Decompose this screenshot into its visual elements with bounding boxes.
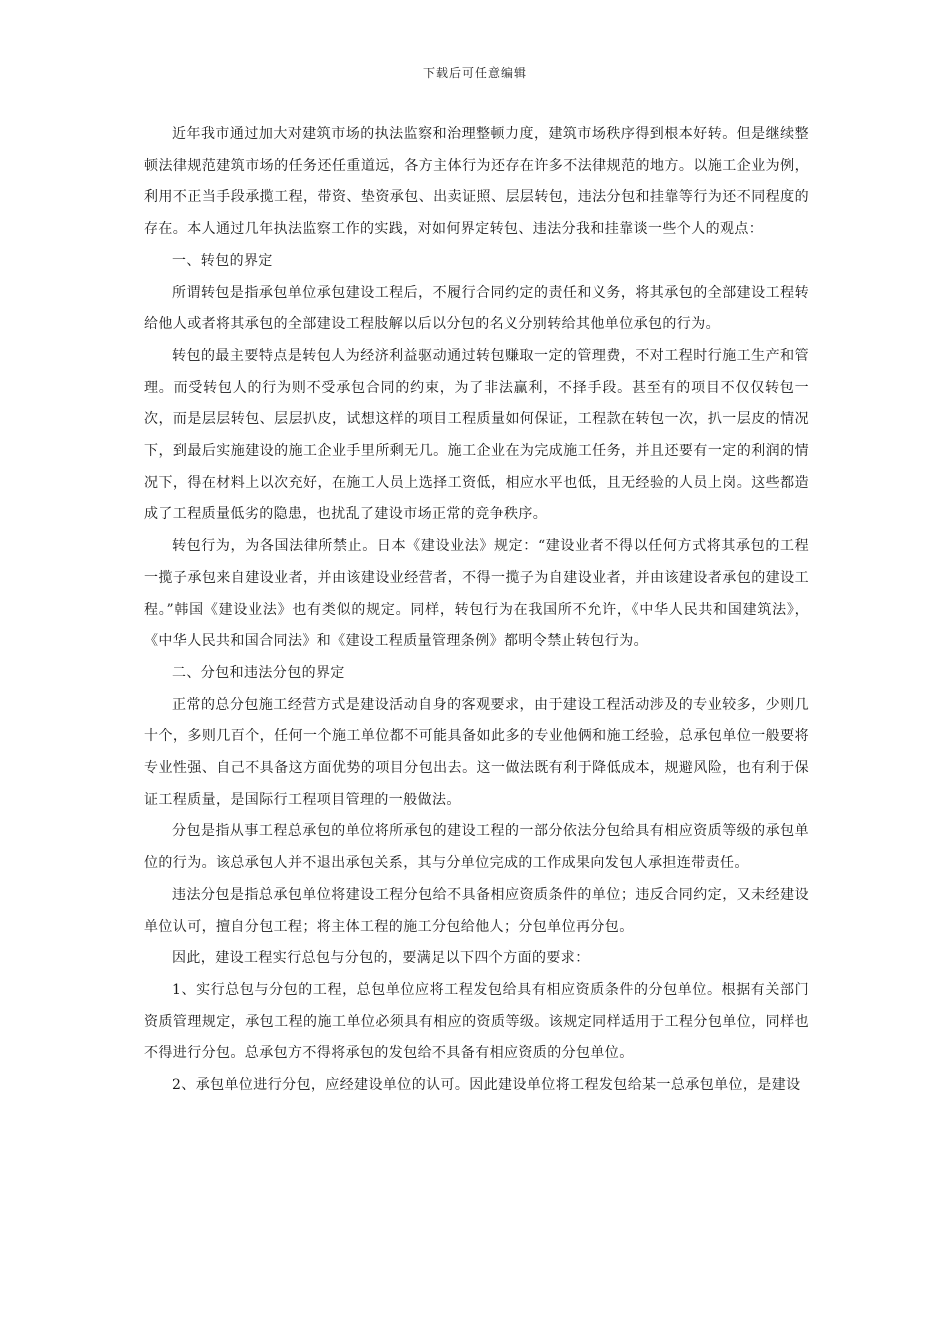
list-item: 2、承包单位进行分包，应经建设单位的认可。因此建设单位将工程发包给某一总承包单位，是建设 <box>172 1077 801 1094</box>
paragraph: 转包行为，为各国法律所禁止。日本《建设业法》规定：“建设业者不得以任何方式将其承包的工程一揽子承包来自建设业者，并由该建设业经营者，不得一揽子为自建设业者，并由该建设者承包的建设工程。”韩国《建设业法》也有类似的规定。同样，转包行为在我国所不允许，《中华人民共和国建筑法》，《中华人民共和国合同法》和《建设工程质量管理条例》都明令禁止转包行为。 <box>144 538 809 650</box>
document-body <box>144 119 809 1102</box>
paragraph: 因此，建设工程实行总包与分包的，要满足以下四个方面的要求： <box>172 950 590 967</box>
paragraph: 转包的最主要特点是转包人为经济利益驱动通过转包赚取一定的管理费，不对工程时行施工生产和管理。而受转包人的行为则不受承包合同的约束，为了非法赢利，不择手段。甚至有的项目不仅仅转包一次，而是层层转包、层层扒皮，试想这样的项目工程质量如何保证，工程款在转包一次，扒一层皮的情况下，到最后实施建设的施工企业手里所剩无几。施工企业在为完成施工任务，并且还要有一定的利润的情况下，得在材料上以次充好，在施工人员上选择工资低，相应水平也低，且无经验的人员上岗。这些都造成了工程质量低劣的隐患，也扰乱了建设市场正常的竞争秩序。 <box>144 347 809 523</box>
paragraph: 所谓转包是指承包单位承包建设工程后，不履行合同约定的责任和义务，将其承包的全部建设工程转给他人或者将其承包的全部建设工程肢解以后以分包的名义分别转给其他单位承包的行为。 <box>144 284 809 333</box>
section-heading-subcontracting: 二、分包和违法分包的界定 <box>172 664 345 681</box>
paragraph: 违法分包是指总承包单位将建设工程分包给不具备相应资质条件的单位；违反合同约定，又未经建设单位认可，擅自分包工程；将主体工程的施工分包给他人；分包单位再分包。 <box>144 886 809 935</box>
list-item: 1、实行总包与分包的工程，总包单位应将工程发包给具有相应资质条件的分包单位。根据有关部门资质管理规定，承包工程的施工单位必须具有相应的资质等级。该规定同样适用于工程分包单位，同样也不得进行分包。总承包方不得将承包的发包给不具备有相应资质的分包单位。 <box>144 981 809 1062</box>
page-header: 下载后可任意编辑 <box>422 66 527 80</box>
paragraph-intro: 近年我市通过加大对建筑市场的执法监察和治理整顿力度，建筑市场秩序得到根本好转。但是继续整顿法律规范建筑市场的任务还任重道远，各方主体行为还存在许多不法律规范的地方。以施工企业为例，利用不正当手段承揽工程，带资、垫资承包、出卖证照、层层转包，违法分包和挂靠等行为还不同程度的存在。本人通过几年执法监察工作的实践，对如何界定转包、违法分我和挂靠谈一些个人的观点： <box>144 126 809 238</box>
paragraph: 分包是指从事工程总承包的单位将所承包的建设工程的一部分依法分包给具有相应资质等级的承包单位的行为。该总承包人并不退出承包关系，其与分单位完成的工作成果向发包人承担连带责任。 <box>144 823 809 872</box>
section-heading-subcontract-transfer: 一、转包的界定 <box>172 252 273 269</box>
paragraph: 正常的总分包施工经营方式是建设活动自身的客观要求，由于建设工程活动涉及的专业较多，少则几十个，多则几百个，任何一个施工单位都不可能具备如此多的专业他俩和施工经验，总承包单位一般要将专业性强、自己不具备这方面优势的项目分包出去。这一做法既有利于降低成本，规避风险，也有利于保证工程质量，是国际行工程项目管理的一般做法。 <box>144 696 809 808</box>
